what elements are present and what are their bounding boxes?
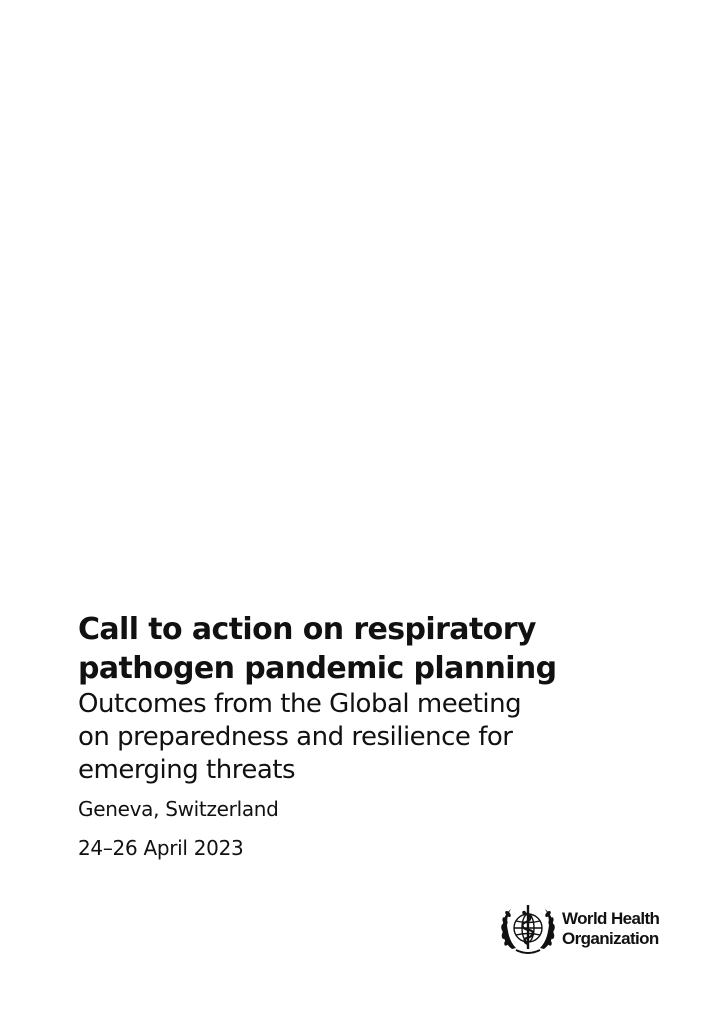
title-line: pathogen pandemic planning — [78, 651, 557, 686]
wordmark-line: World Health — [562, 909, 660, 928]
subtitle-line: on preparedness and resilience for — [78, 722, 513, 752]
subtitle-line: Outcomes from the Global meeting — [78, 689, 522, 719]
document-title — [78, 610, 598, 688]
subtitle-line: emerging threats — [78, 755, 295, 785]
who-logo — [498, 901, 678, 957]
wordmark-line: Organization — [562, 929, 659, 948]
who-wordmark — [562, 909, 659, 949]
title-block — [78, 610, 598, 860]
meeting-dates: 24–26 April 2023 — [78, 836, 244, 860]
meeting-location: Geneva, Switzerland — [78, 797, 279, 821]
who-emblem-icon — [498, 901, 558, 957]
document-subtitle — [78, 688, 598, 787]
title-line: Call to action on respiratory — [78, 612, 536, 647]
